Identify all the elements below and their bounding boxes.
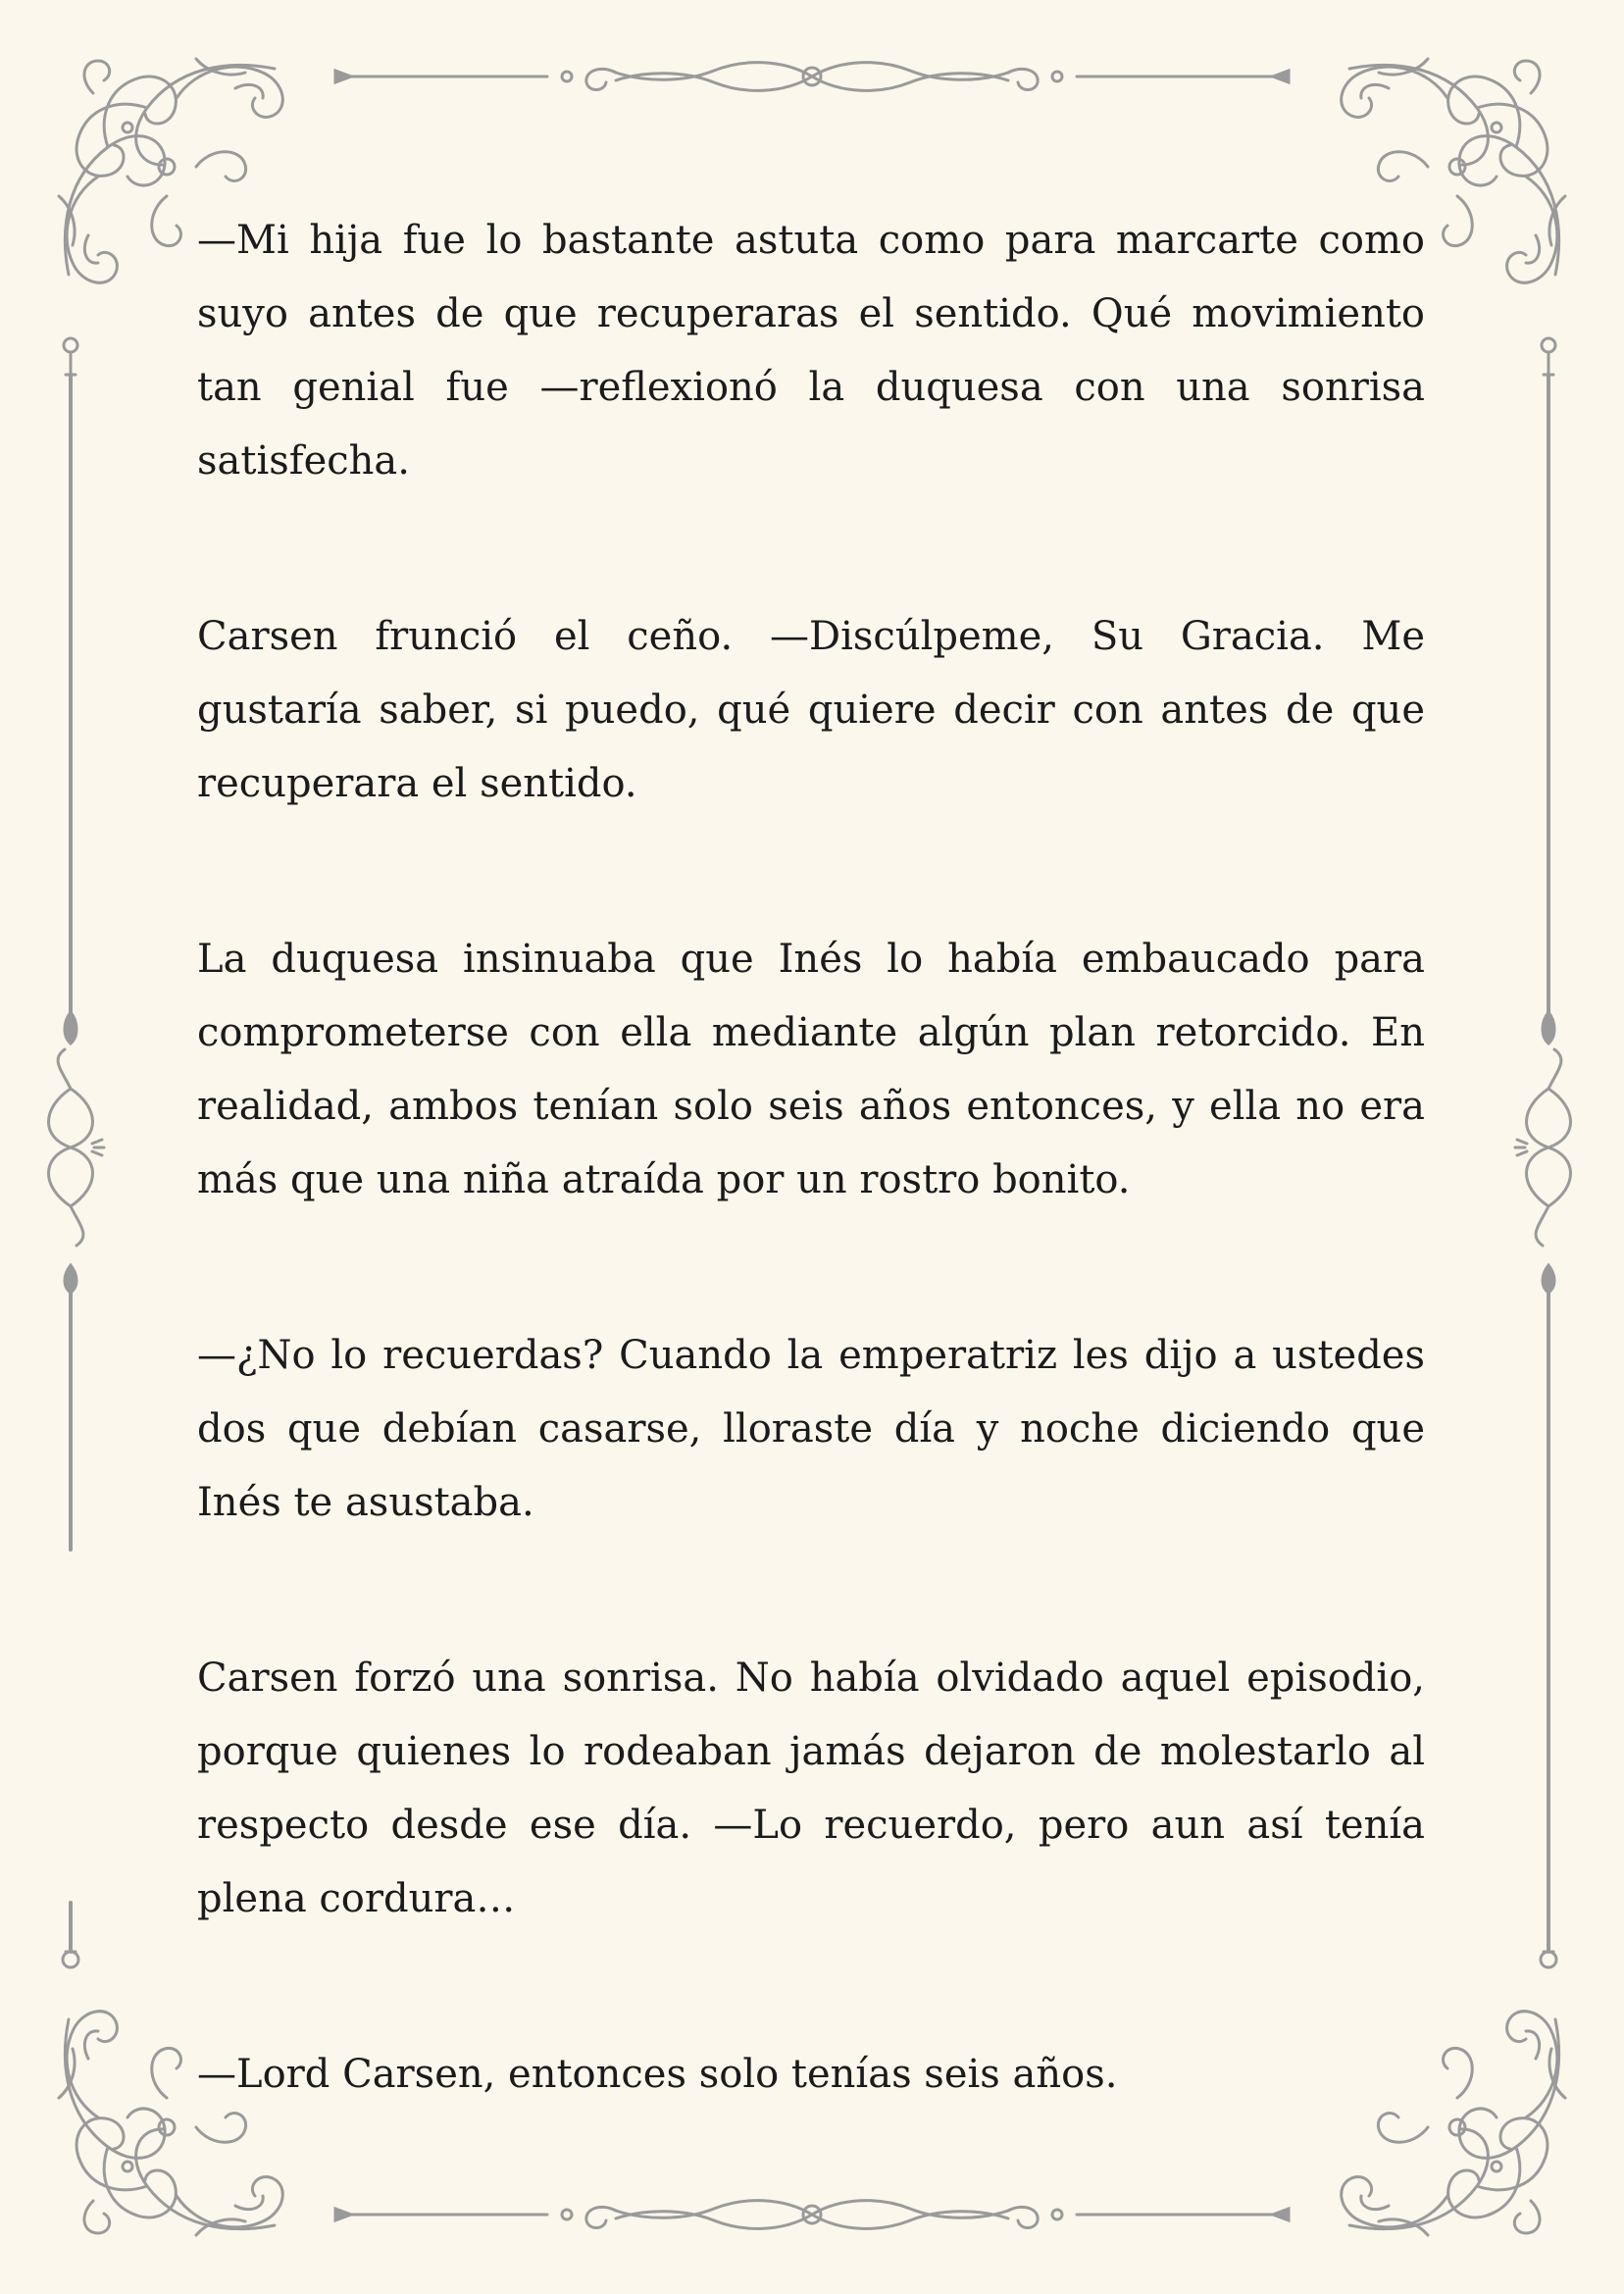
right-upper-rod-ornament — [1542, 338, 1555, 1044]
left-upper-rod-ornament — [64, 338, 77, 1044]
paragraph-6: —Lord Carsen, entonces solo tenías seis años. — [197, 2052, 1118, 2097]
top-center-ornament — [335, 63, 1289, 91]
bottom-center-ornament — [335, 2201, 1289, 2229]
paragraph-1: —Mi hija fue lo bastante astuta como para marcarte como suyo antes de que recuperaras el sentido. Qué movimiento tan genial fue —reflexionó la duquesa con una sonrisa satisfecha. — [197, 218, 1425, 484]
story-text — [197, 204, 1425, 2112]
right-lower-rod-ornament — [1541, 1265, 1556, 1967]
paragraph-3: La duquesa insinuaba que Inés lo había embaucado para comprometerse con ella mediante algún plan retorcido. En realidad, ambos tenían solo seis años entonces, y ella no era más que una niña atraída por un rostro bonito. — [197, 937, 1425, 1202]
paragraph-2: Carsen frunció el ceño. —Discúlpeme, Su Gracia. Me gustaría saber, si puedo, qué quiere decir con antes de que recuperara el sentido. — [197, 614, 1425, 806]
left-lower-rod-ornament — [63, 1265, 78, 1967]
paragraph-4: —¿No lo recuerdas? Cuando la emperatriz les dijo a ustedes dos que debían casarse, lloraste día y noche diciendo que Inés te asustaba. — [197, 1333, 1425, 1525]
paragraph-5: Carsen forzó una sonrisa. No había olvidado aquel episodio, porque quienes lo rodeaban jamás dejaron de molestarlo al respecto desde ese día. —Lo recuerdo, pero aun así tenía plena cordura… — [197, 1656, 1425, 1921]
right-knot-ornament — [1515, 1049, 1571, 1246]
left-knot-ornament — [49, 1049, 105, 1246]
